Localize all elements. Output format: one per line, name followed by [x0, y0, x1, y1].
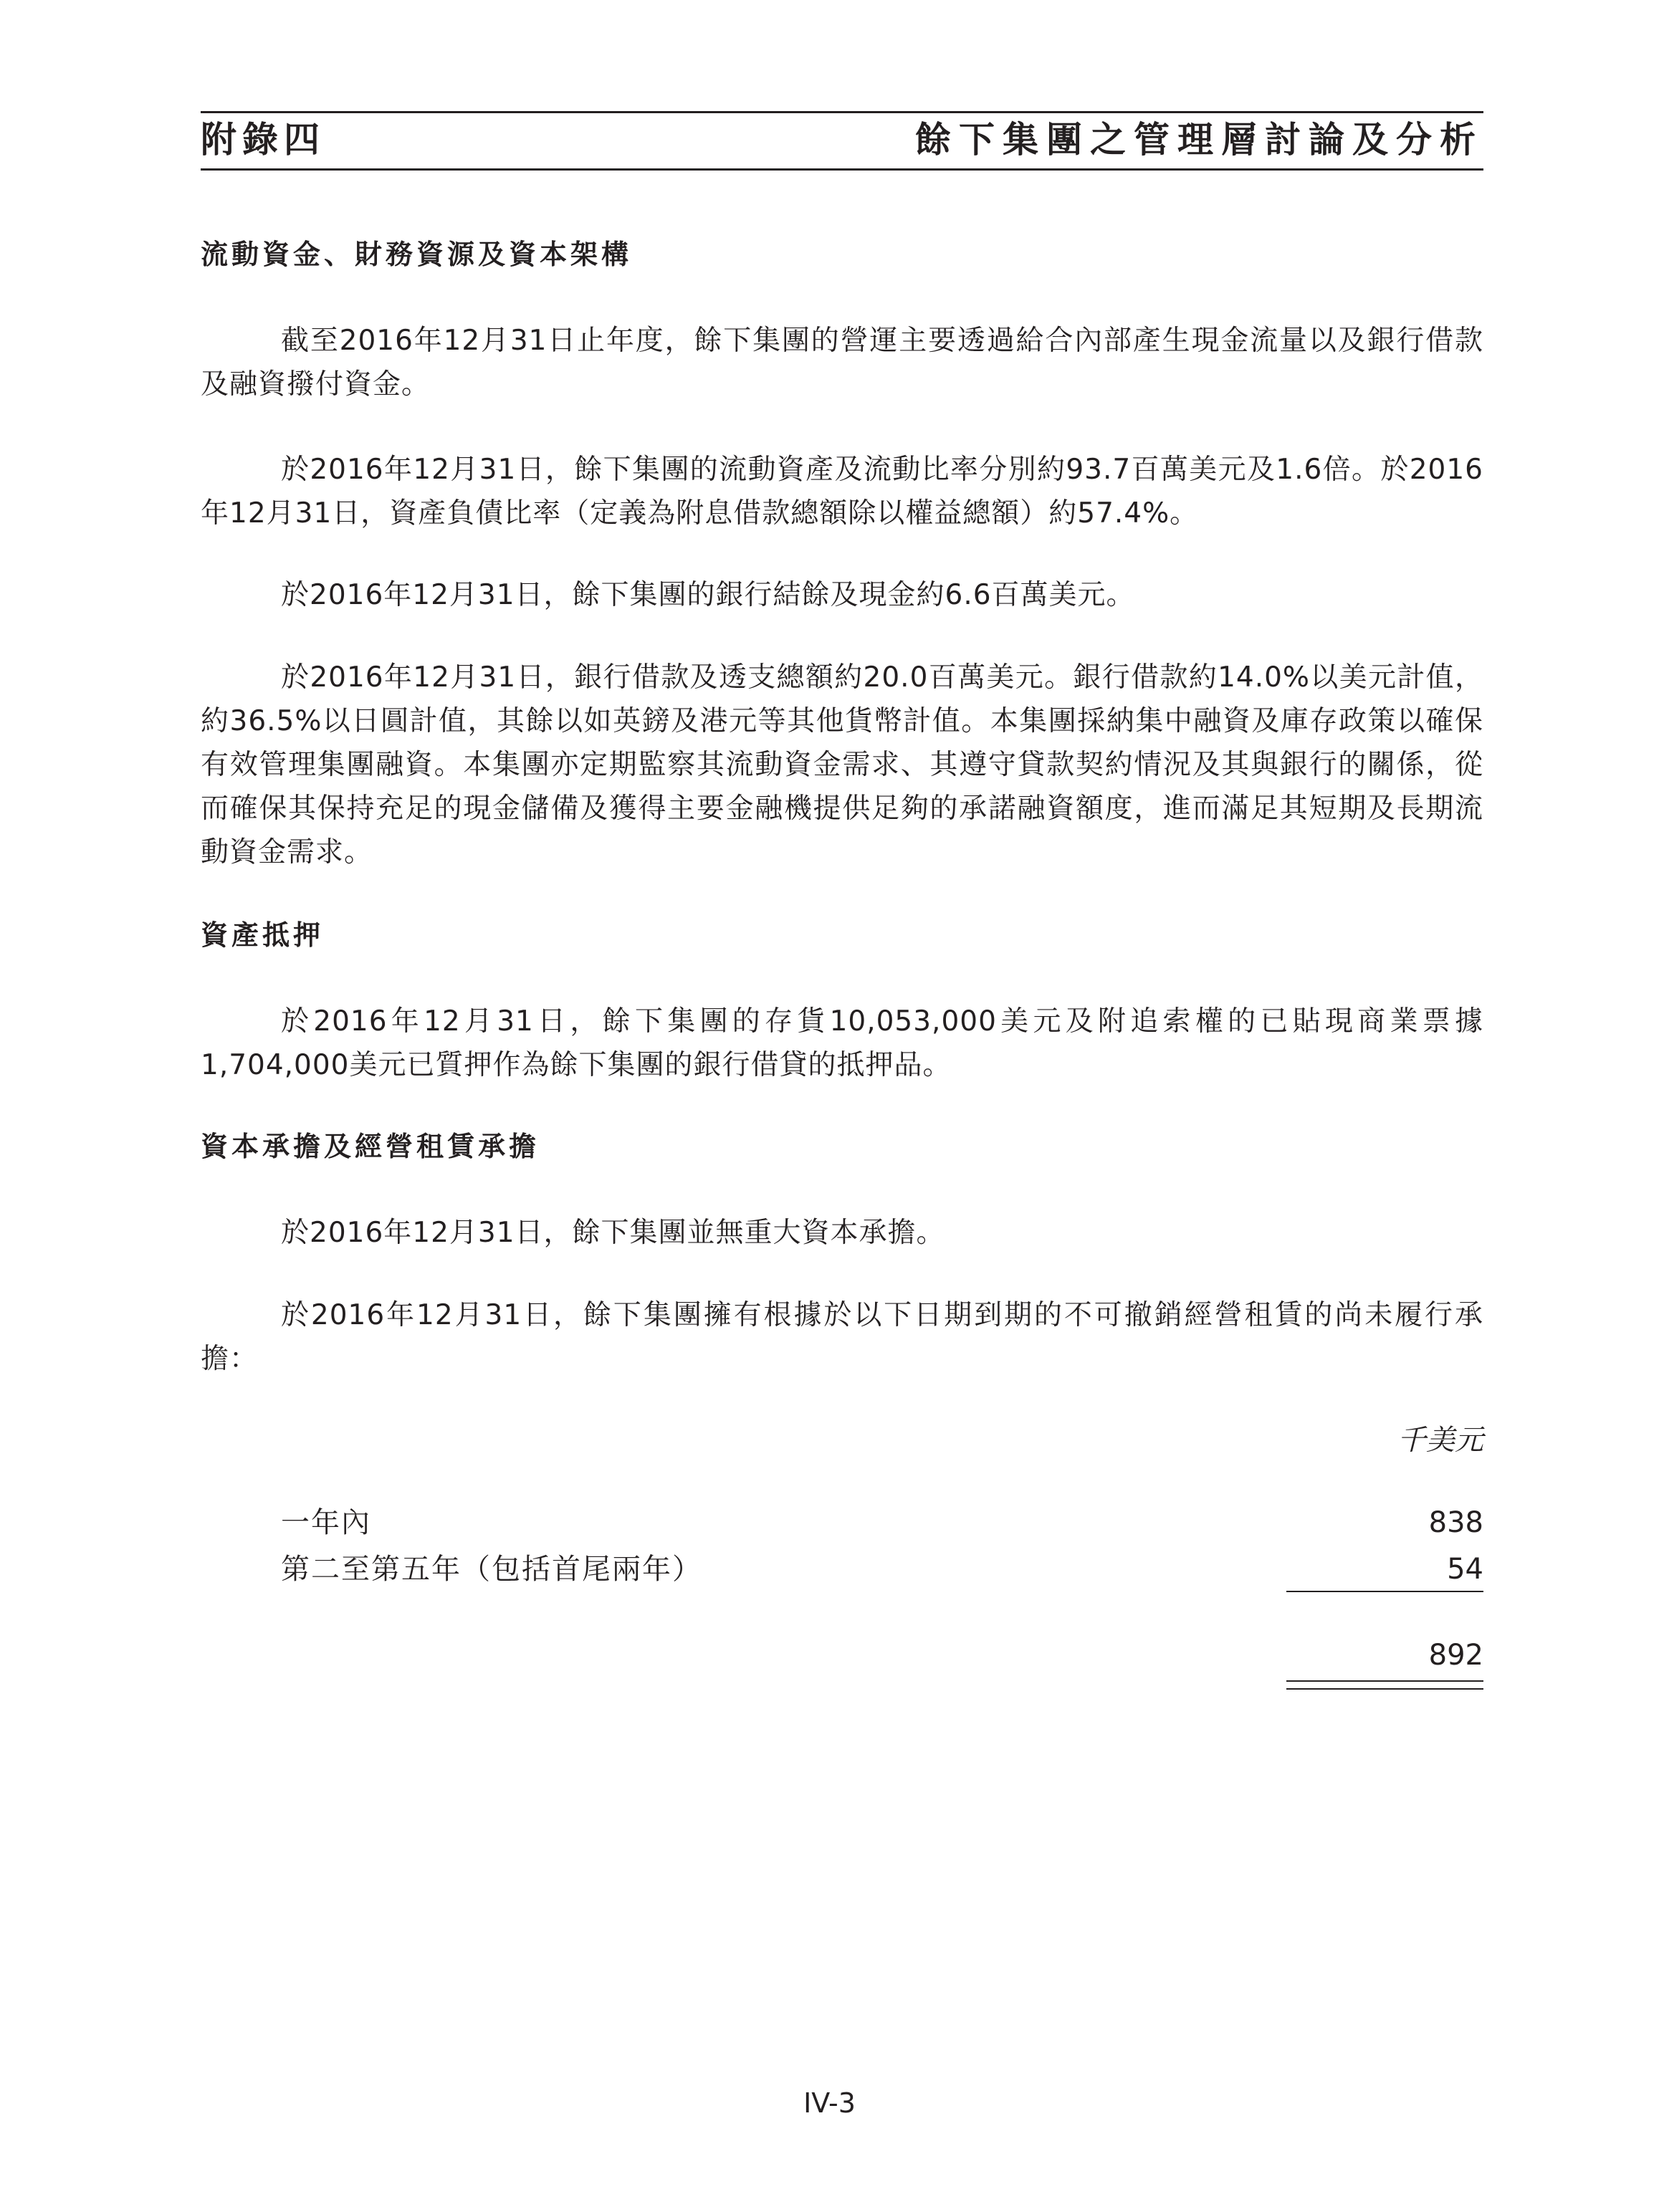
table-row-value: 838 [1428, 1506, 1483, 1539]
table-total-value: 892 [1428, 1639, 1483, 1672]
section-heading-commitments: 資本承擔及經營租賃承擔 [201, 1131, 540, 1162]
header-top-rule [201, 111, 1483, 113]
section-heading-liquidity: 流動資金、財務資源及資本架構 [201, 239, 633, 270]
paragraph-operating-leases: 於2016年12月31日，餘下集團擁有根據於以下日期到期的不可撤銷經營租賃的尚未履行承擔： [201, 1299, 1483, 1375]
paragraph-current-ratio: 於2016年12月31日，餘下集團的流動資產及流動比率分別約93.7百萬美元及1.6倍。於2016年12月31日，資產負債比率（定義為附息借款總額除以權益總額）約57.4%。 [201, 454, 1483, 530]
paragraph-cash-balance: 於2016年12月31日，餘下集團的銀行結餘及現金約6.6百萬美元。 [281, 579, 1135, 611]
page-title: 餘下集團之管理層討論及分析 [915, 119, 1483, 161]
unit-label: 千美元 [1397, 1424, 1483, 1457]
paragraph-capital-commitments: 於2016年12月31日，餘下集團並無重大資本承擔。 [281, 1217, 945, 1249]
section-heading-pledge: 資產抵押 [201, 919, 325, 951]
header-bottom-rule [201, 168, 1483, 171]
table-row-value: 54 [1447, 1553, 1483, 1586]
table-row-label: 一年內 [281, 1506, 371, 1539]
table-row-label: 第二至第五年（包括首尾兩年） [281, 1553, 702, 1586]
paragraph-pledge: 於2016年12月31日，餘下集團的存貨10,053,000美元及附追索權的已貼現商業票據1,704,000美元已質押作為餘下集團的銀行借貸的抵押品。 [201, 1005, 1483, 1081]
appendix-label: 附錄四 [201, 119, 325, 161]
paragraph-borrowings: 於2016年12月31日，銀行借款及透支總額約20.0百萬美元。銀行借款約14.0%以美元計值，約36.5%以日圓計值，其餘以如英鎊及港元等其他貨幣計值。本集團採納集中融資及庫存政策以確保有效管理集團融資。本集團亦定期監察其流動資金需求、其遵守貸款契約情況及其與銀行的關係，從而確保其保持充足的現金儲備及獲得主要金融機提供足夠的承諾融資額度，進而滿足其短期及長期流動資金需求。 [201, 661, 1483, 868]
subtotal-rule [1286, 1591, 1483, 1592]
page-number: IV-3 [803, 2087, 856, 2119]
total-double-rule-top [1286, 1680, 1483, 1682]
paragraph-funding: 截至2016年12月31日止年度，餘下集團的營運主要透過給合內部產生現金流量以及銀行借款及融資撥付資金。 [201, 325, 1483, 401]
total-double-rule-bottom [1286, 1688, 1483, 1690]
